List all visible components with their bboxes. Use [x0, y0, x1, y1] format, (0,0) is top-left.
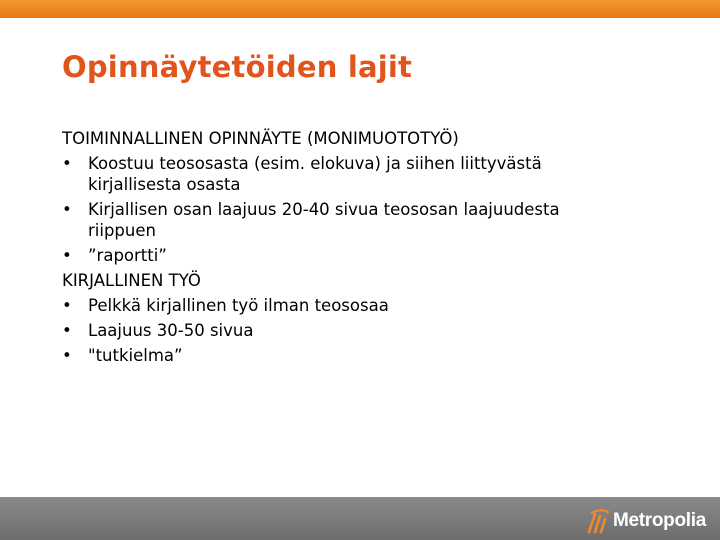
list-item: [62, 243, 662, 268]
bullet-text-continued: riippuen: [88, 221, 156, 240]
bullet-text: "tutkielma”: [88, 346, 183, 365]
slide-title: Opinnäytetöiden lajit: [62, 50, 413, 84]
top-accent-bar: [0, 0, 720, 18]
bullet-icon: •: [62, 246, 72, 265]
bullet-text-continued: kirjallisesta osasta: [88, 175, 241, 194]
bullet-text: Laajuus 30-50 sivua: [88, 321, 254, 340]
slide-content: [62, 126, 662, 368]
logo-text: Metropolia: [612, 510, 706, 531]
bullet-text: ”raportti”: [88, 246, 167, 265]
bullet-text: Kirjallisen osan laajuus 20-40 sivua teososan laajuudesta: [88, 200, 560, 219]
bullet-icon: •: [62, 296, 72, 315]
list-item: [62, 293, 662, 318]
metropolia-logo-mark-icon: [586, 508, 610, 534]
metropolia-logo: [586, 507, 706, 535]
bullet-text: Koostuu teososasta (esim. elokuva) ja siihen liittyvästä: [88, 154, 542, 173]
list-item: [62, 197, 662, 243]
bullet-text: Pelkkä kirjallinen työ ilman teososaa: [88, 296, 389, 315]
list-item: [62, 318, 662, 343]
bullet-icon: •: [62, 154, 72, 173]
bullet-icon: •: [62, 321, 72, 340]
list-item: [62, 343, 662, 368]
section-heading-written: KIRJALLINEN TYÖ: [62, 271, 201, 290]
list-item: [62, 151, 662, 197]
bullet-icon: •: [62, 346, 72, 365]
section-heading-functional: TOIMINNALLINEN OPINNÄYTE (MONIMUOTOTYÖ): [62, 129, 459, 148]
bullet-icon: •: [62, 200, 72, 219]
